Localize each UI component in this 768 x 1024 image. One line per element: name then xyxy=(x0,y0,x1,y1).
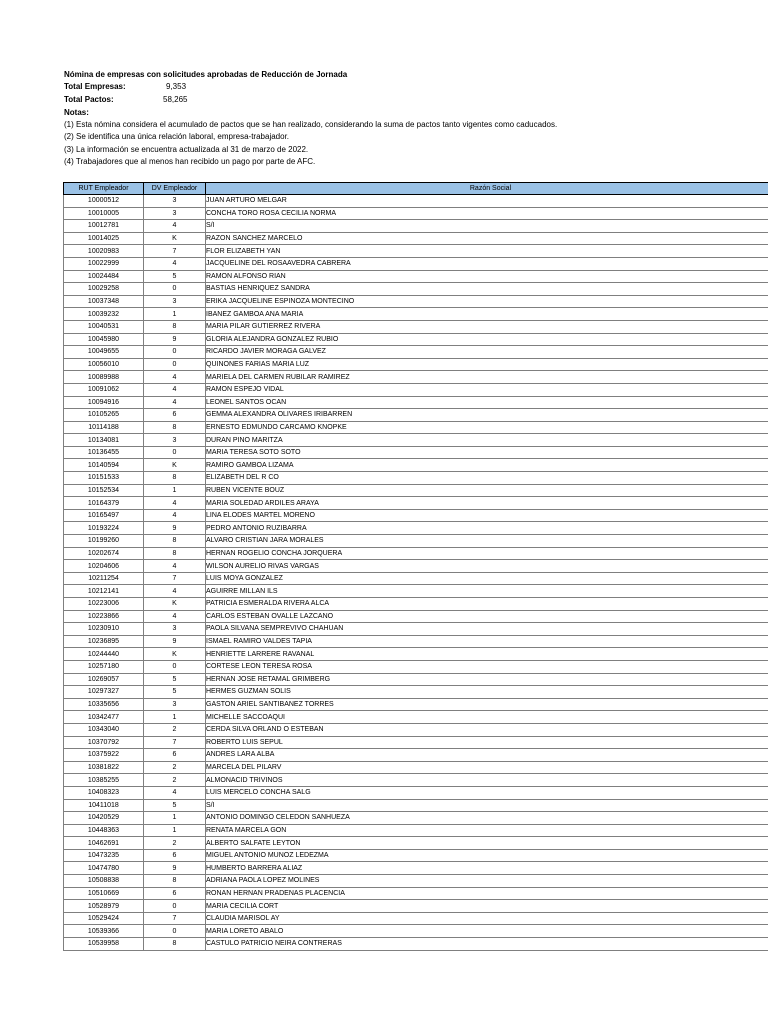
rut-cell: 10045980 xyxy=(64,333,144,346)
dv-cell: 8 xyxy=(144,875,206,888)
rut-cell: 10199260 xyxy=(64,535,144,548)
razon-social-cell: ALVARO CRISTIAN JARA MORALES xyxy=(206,535,768,548)
dv-cell: 9 xyxy=(144,333,206,346)
rut-cell: 10408323 xyxy=(64,786,144,799)
razon-social-cell: ERIKA JACQUELINE ESPINOZA MONTECINO xyxy=(206,295,768,308)
dv-cell: 1 xyxy=(144,484,206,497)
rut-cell: 10244440 xyxy=(64,648,144,661)
table-row xyxy=(64,547,768,560)
dv-cell: 4 xyxy=(144,610,206,623)
razon-social-cell: WILSON AURELIO RIVAS VARGAS xyxy=(206,560,768,573)
rut-cell: 10473235 xyxy=(64,849,144,862)
razon-social-cell: HERNAN JOSE RETAMAL GRIMBERG xyxy=(206,673,768,686)
rut-cell: 10164379 xyxy=(64,497,144,510)
dv-cell: 4 xyxy=(144,786,206,799)
dv-cell: 4 xyxy=(144,257,206,270)
rut-cell: 10037348 xyxy=(64,295,144,308)
rut-cell: 10010005 xyxy=(64,207,144,220)
rut-cell: 10528979 xyxy=(64,900,144,913)
table-row xyxy=(64,220,768,233)
rut-cell: 10134081 xyxy=(64,434,144,447)
dv-cell: 4 xyxy=(144,220,206,233)
razon-social-cell: CORTESE LEON TERESA ROSA xyxy=(206,660,768,673)
razon-social-cell: HENRIETTE LARRERE RAVANAL xyxy=(206,648,768,661)
rut-cell: 10342477 xyxy=(64,711,144,724)
table-row xyxy=(64,698,768,711)
table-row xyxy=(64,938,768,951)
column-header-rut: RUT Empleador xyxy=(64,183,144,195)
dv-cell: K xyxy=(144,232,206,245)
rut-cell: 10381822 xyxy=(64,761,144,774)
table-row xyxy=(64,535,768,548)
dv-cell: 1 xyxy=(144,824,206,837)
rut-cell: 10014025 xyxy=(64,232,144,245)
table-row xyxy=(64,925,768,938)
table-row xyxy=(64,774,768,787)
rut-cell: 10212141 xyxy=(64,585,144,598)
rut-cell: 10529424 xyxy=(64,912,144,925)
razon-social-cell: HERMES GUZMAN SOLIS xyxy=(206,686,768,699)
table-row xyxy=(64,446,768,459)
dv-cell: 8 xyxy=(144,472,206,485)
dv-cell: 8 xyxy=(144,421,206,434)
razon-social-cell: MICHELLE SACCOAQUI xyxy=(206,711,768,724)
dv-cell: 0 xyxy=(144,900,206,913)
rut-cell: 10152534 xyxy=(64,484,144,497)
razon-social-cell: RAMIRO GAMBOA LIZAMA xyxy=(206,459,768,472)
table-row xyxy=(64,497,768,510)
razon-social-cell: MARIA PILAR GUTIERREZ RIVERA xyxy=(206,320,768,333)
table-row xyxy=(64,308,768,321)
razon-social-cell: MARCELA DEL PILARV xyxy=(206,761,768,774)
razon-social-cell: DURAN PINO MARITZA xyxy=(206,434,768,447)
empresas-table xyxy=(63,182,768,951)
rut-cell: 10411018 xyxy=(64,799,144,812)
table-row xyxy=(64,572,768,585)
razon-social-cell: RAZON SANCHEZ MARCELO xyxy=(206,232,768,245)
dv-cell: 3 xyxy=(144,434,206,447)
table-row xyxy=(64,761,768,774)
rut-cell: 10039232 xyxy=(64,308,144,321)
razon-social-cell: MARIA CECILIA CORT xyxy=(206,900,768,913)
rut-cell: 10193224 xyxy=(64,522,144,535)
dv-cell: 6 xyxy=(144,849,206,862)
razon-social-cell: ERNESTO EDMUNDO CARCAMO KNOPKE xyxy=(206,421,768,434)
dv-cell: 4 xyxy=(144,585,206,598)
table-row xyxy=(64,837,768,850)
rut-cell: 10223866 xyxy=(64,610,144,623)
table-row xyxy=(64,799,768,812)
table-row xyxy=(64,585,768,598)
rut-cell: 10140594 xyxy=(64,459,144,472)
dv-cell: 6 xyxy=(144,749,206,762)
rut-cell: 10151533 xyxy=(64,472,144,485)
rut-cell: 10094916 xyxy=(64,396,144,409)
column-header-razon-social: Razón Social xyxy=(206,183,768,195)
table-row xyxy=(64,912,768,925)
table-row xyxy=(64,711,768,724)
razon-social-cell: MARIA LORETO ABALO xyxy=(206,925,768,938)
dv-cell: 9 xyxy=(144,522,206,535)
rut-cell: 10056010 xyxy=(64,358,144,371)
razon-social-cell: AGUIRRE MILLAN ILS xyxy=(206,585,768,598)
razon-social-cell: RONAN HERNAN PRADENAS PLACENCIA xyxy=(206,887,768,900)
rut-cell: 10136455 xyxy=(64,446,144,459)
rut-cell: 10049655 xyxy=(64,346,144,359)
dv-cell: 8 xyxy=(144,547,206,560)
rut-cell: 10269057 xyxy=(64,673,144,686)
table-row xyxy=(64,195,768,208)
table-row xyxy=(64,358,768,371)
razon-social-cell: LINA ELODES MARTEL MORENO xyxy=(206,509,768,522)
dv-cell: 4 xyxy=(144,371,206,384)
rut-cell: 10343040 xyxy=(64,723,144,736)
notas-label: Notas: xyxy=(64,108,89,117)
dv-cell: 7 xyxy=(144,736,206,749)
dv-cell: 4 xyxy=(144,560,206,573)
table-row xyxy=(64,434,768,447)
razon-social-cell: CERDA SILVA ORLAND O ESTEBAN xyxy=(206,723,768,736)
rut-cell: 10257180 xyxy=(64,660,144,673)
dv-cell: 2 xyxy=(144,723,206,736)
table-row xyxy=(64,598,768,611)
dv-cell: 6 xyxy=(144,409,206,422)
dv-cell: 2 xyxy=(144,774,206,787)
table-row xyxy=(64,623,768,636)
dv-cell: 3 xyxy=(144,207,206,220)
note-4: (4) Trabajadores que al menos han recibido un pago por parte de AFC. xyxy=(64,157,316,166)
razon-social-cell: CLAUDIA MARISOL AY xyxy=(206,912,768,925)
rut-cell: 10022999 xyxy=(64,257,144,270)
razon-social-cell: ELIZABETH DEL R CO xyxy=(206,472,768,485)
table-row xyxy=(64,283,768,296)
dv-cell: 0 xyxy=(144,446,206,459)
total-pactos-label: Total Pactos: xyxy=(64,95,114,104)
note-1: (1) Esta nómina considera el acumulado de pactos que se han realizado, considerando la suma de pactos tanto vigentes como caducados. xyxy=(64,120,558,129)
table-row xyxy=(64,346,768,359)
rut-cell: 10204606 xyxy=(64,560,144,573)
razon-social-cell: LUIS MOYA GONZALEZ xyxy=(206,572,768,585)
dv-cell: K xyxy=(144,459,206,472)
table-row xyxy=(64,371,768,384)
razon-social-cell: JUAN ARTURO MELGAR xyxy=(206,195,768,208)
rut-cell: 10024484 xyxy=(64,270,144,283)
dv-cell: 4 xyxy=(144,497,206,510)
dv-cell: 3 xyxy=(144,623,206,636)
total-empresas-value: 9,353 xyxy=(166,82,187,91)
dv-cell: 1 xyxy=(144,308,206,321)
razon-social-cell: JACQUELINE DEL ROSAAVEDRA CABRERA xyxy=(206,257,768,270)
table-row xyxy=(64,207,768,220)
table-row xyxy=(64,232,768,245)
table-row xyxy=(64,522,768,535)
column-header-dv: DV Empleador xyxy=(144,183,206,195)
razon-social-cell: CONCHA TORO ROSA CECILIA NORMA xyxy=(206,207,768,220)
table-row xyxy=(64,749,768,762)
razon-social-cell: RENATA MARCELA GON xyxy=(206,824,768,837)
razon-social-cell: ANDRES LARA ALBA xyxy=(206,749,768,762)
rut-cell: 10335656 xyxy=(64,698,144,711)
dv-cell: 4 xyxy=(144,383,206,396)
table-row xyxy=(64,887,768,900)
rut-cell: 10020983 xyxy=(64,245,144,258)
razon-social-cell: QUINONES FARIAS MARIA LUZ xyxy=(206,358,768,371)
table-header-row xyxy=(64,183,768,195)
rut-cell: 10012781 xyxy=(64,220,144,233)
razon-social-cell: RAMON ALFONSO RIAN xyxy=(206,270,768,283)
table-row xyxy=(64,245,768,258)
rut-cell: 10091062 xyxy=(64,383,144,396)
rut-cell: 10105265 xyxy=(64,409,144,422)
dv-cell: 7 xyxy=(144,245,206,258)
dv-cell: 5 xyxy=(144,673,206,686)
rut-cell: 10385255 xyxy=(64,774,144,787)
rut-cell: 10223006 xyxy=(64,598,144,611)
table-row xyxy=(64,560,768,573)
dv-cell: 3 xyxy=(144,698,206,711)
rut-cell: 10114188 xyxy=(64,421,144,434)
dv-cell: 4 xyxy=(144,396,206,409)
table-row xyxy=(64,900,768,913)
table-row xyxy=(64,509,768,522)
table-row xyxy=(64,270,768,283)
rut-cell: 10230910 xyxy=(64,623,144,636)
table-row xyxy=(64,635,768,648)
dv-cell: 0 xyxy=(144,283,206,296)
razon-social-cell: ROBERTO LUIS SEPUL xyxy=(206,736,768,749)
rut-cell: 10089988 xyxy=(64,371,144,384)
rut-cell: 10297327 xyxy=(64,686,144,699)
razon-social-cell: RUBEN VICENTE BOUZ xyxy=(206,484,768,497)
rut-cell: 10202674 xyxy=(64,547,144,560)
table-row xyxy=(64,786,768,799)
razon-social-cell: MARIA TERESA SOTO SOTO xyxy=(206,446,768,459)
dv-cell: 4 xyxy=(144,509,206,522)
dv-cell: 5 xyxy=(144,270,206,283)
razon-social-cell: PAOLA SILVANA SEMPREVIVO CHAHUAN xyxy=(206,623,768,636)
table-row xyxy=(64,396,768,409)
table-row xyxy=(64,459,768,472)
dv-cell: 0 xyxy=(144,925,206,938)
dv-cell: 7 xyxy=(144,572,206,585)
razon-social-cell: PATRICIA ESMERALDA RIVERA ALCA xyxy=(206,598,768,611)
table-row xyxy=(64,862,768,875)
dv-cell: 3 xyxy=(144,295,206,308)
dv-cell: 2 xyxy=(144,837,206,850)
total-pactos-value: 58,265 xyxy=(163,95,188,104)
table-row xyxy=(64,257,768,270)
razon-social-cell: ALBERTO SALFATE LEYTON xyxy=(206,837,768,850)
razon-social-cell: GLORIA ALEJANDRA GONZALEZ RUBIO xyxy=(206,333,768,346)
table-row xyxy=(64,849,768,862)
razon-social-cell: BASTIAS HENRIQUEZ SANDRA xyxy=(206,283,768,296)
table-row xyxy=(64,333,768,346)
razon-social-cell: HUMBERTO BARRERA ALIAZ xyxy=(206,862,768,875)
dv-cell: 0 xyxy=(144,358,206,371)
razon-social-cell: MARIELA DEL CARMEN RUBILAR RAMIREZ xyxy=(206,371,768,384)
rut-cell: 10448363 xyxy=(64,824,144,837)
razon-social-cell: S/I xyxy=(206,799,768,812)
rut-cell: 10370792 xyxy=(64,736,144,749)
rut-cell: 10539366 xyxy=(64,925,144,938)
razon-social-cell: FLOR ELIZABETH YAN xyxy=(206,245,768,258)
table-row xyxy=(64,824,768,837)
razon-social-cell: IBANEZ GAMBOA ANA MARIA xyxy=(206,308,768,321)
rut-cell: 10236895 xyxy=(64,635,144,648)
rut-cell: 10211254 xyxy=(64,572,144,585)
dv-cell: K xyxy=(144,648,206,661)
rut-cell: 10462691 xyxy=(64,837,144,850)
dv-cell: 3 xyxy=(144,195,206,208)
rut-cell: 10420529 xyxy=(64,812,144,825)
razon-social-cell: ALMONACID TRIVINOS xyxy=(206,774,768,787)
dv-cell: 8 xyxy=(144,938,206,951)
razon-social-cell: LUIS MERCELO CONCHA SALG xyxy=(206,786,768,799)
table-body xyxy=(64,195,768,951)
note-2: (2) Se identifica una única relación laboral, empresa-trabajador. xyxy=(64,132,290,141)
note-3: (3) La información se encuentra actualizada al 31 de marzo de 2022. xyxy=(64,145,309,154)
rut-cell: 10474780 xyxy=(64,862,144,875)
razon-social-cell: ADRIANA PAOLA LOPEZ MOLINES xyxy=(206,875,768,888)
total-empresas-label: Total Empresas: xyxy=(64,82,126,91)
document-title: Nómina de empresas con solicitudes aprobadas de Reducción de Jornada xyxy=(64,70,348,79)
razon-social-cell: ISMAEL RAMIRO VALDES TAPIA xyxy=(206,635,768,648)
rut-cell: 10510669 xyxy=(64,887,144,900)
table-row xyxy=(64,686,768,699)
table-row xyxy=(64,673,768,686)
table-row xyxy=(64,484,768,497)
table-row xyxy=(64,736,768,749)
dv-cell: 6 xyxy=(144,887,206,900)
dv-cell: 5 xyxy=(144,686,206,699)
razon-social-cell: CARLOS ESTEBAN OVALLE LAZCANO xyxy=(206,610,768,623)
table-row xyxy=(64,320,768,333)
dv-cell: 8 xyxy=(144,535,206,548)
razon-social-cell: RICARDO JAVIER MORAGA GALVEZ xyxy=(206,346,768,359)
dv-cell: 1 xyxy=(144,812,206,825)
table-row xyxy=(64,812,768,825)
razon-social-cell: S/I xyxy=(206,220,768,233)
razon-social-cell: GEMMA ALEXANDRA OLIVARES IRIBARREN xyxy=(206,409,768,422)
table-row xyxy=(64,472,768,485)
table-row xyxy=(64,875,768,888)
razon-social-cell: CASTULO PATRICIO NEIRA CONTRERAS xyxy=(206,938,768,951)
dv-cell: 9 xyxy=(144,862,206,875)
rut-cell: 10040531 xyxy=(64,320,144,333)
dv-cell: 5 xyxy=(144,799,206,812)
razon-social-cell: MARIA SOLEDAD ARDILES ARAYA xyxy=(206,497,768,510)
razon-social-cell: RAMON ESPEJO VIDAL xyxy=(206,383,768,396)
razon-social-cell: HERNAN ROGELIO CONCHA JORQUERA xyxy=(206,547,768,560)
table-row xyxy=(64,421,768,434)
razon-social-cell: MIGUEL ANTONIO MUNOZ LEDEZMA xyxy=(206,849,768,862)
table-row xyxy=(64,723,768,736)
dv-cell: 1 xyxy=(144,711,206,724)
rut-cell: 10029258 xyxy=(64,283,144,296)
dv-cell: 7 xyxy=(144,912,206,925)
razon-social-cell: ANTONIO DOMINGO CELEDON SANHUEZA xyxy=(206,812,768,825)
table-row xyxy=(64,660,768,673)
dv-cell: 9 xyxy=(144,635,206,648)
dv-cell: 0 xyxy=(144,660,206,673)
dv-cell: K xyxy=(144,598,206,611)
dv-cell: 8 xyxy=(144,320,206,333)
table-row xyxy=(64,610,768,623)
table-row xyxy=(64,409,768,422)
rut-cell: 10539958 xyxy=(64,938,144,951)
rut-cell: 10508838 xyxy=(64,875,144,888)
razon-social-cell: PEDRO ANTONIO RUZIBARRA xyxy=(206,522,768,535)
razon-social-cell: LEONEL SANTOS OCAN xyxy=(206,396,768,409)
dv-cell: 0 xyxy=(144,346,206,359)
razon-social-cell: GASTON ARIEL SANTIBANEZ TORRES xyxy=(206,698,768,711)
table-row xyxy=(64,295,768,308)
rut-cell: 10000512 xyxy=(64,195,144,208)
rut-cell: 10165497 xyxy=(64,509,144,522)
table-row xyxy=(64,383,768,396)
dv-cell: 2 xyxy=(144,761,206,774)
rut-cell: 10375922 xyxy=(64,749,144,762)
table-row xyxy=(64,648,768,661)
